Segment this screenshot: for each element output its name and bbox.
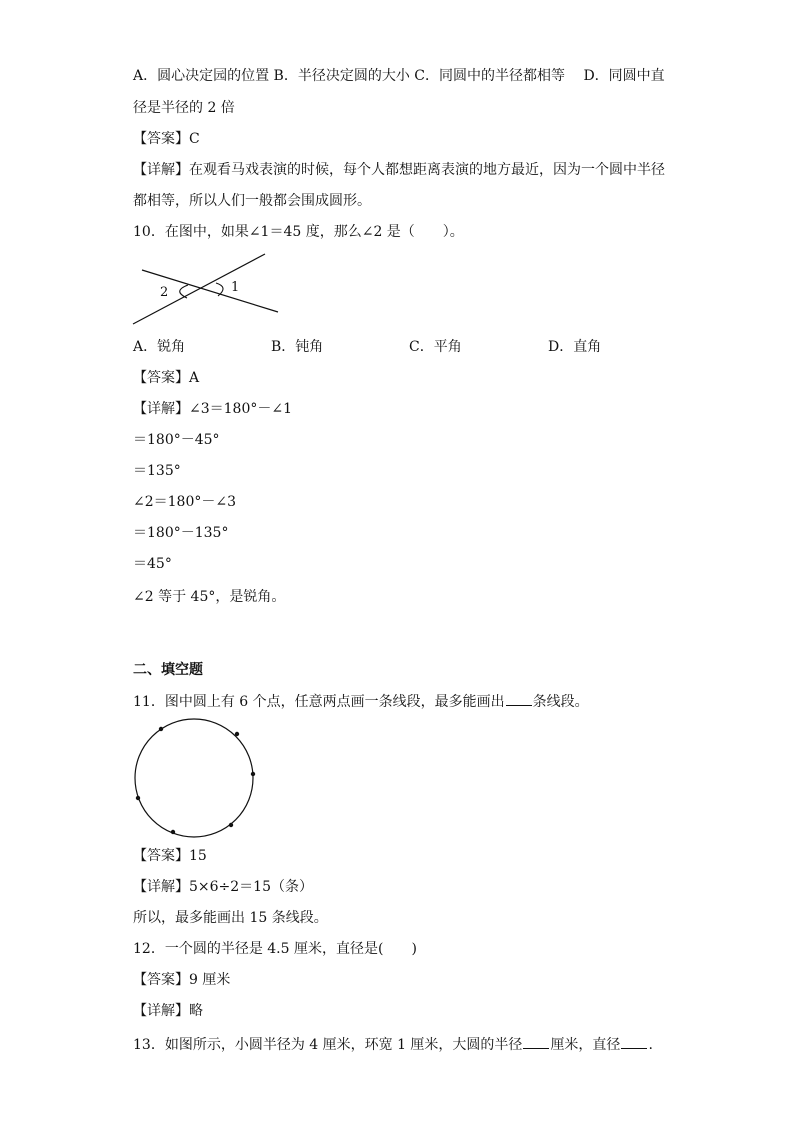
point-dot [171, 830, 175, 834]
q10-question: 10．在图中，如果∠1＝45 度，那么∠2 是（ ）。 [133, 224, 464, 240]
q11-detail: 【详解】5×6÷2＝15（条） [133, 879, 313, 895]
q9-detail-line2: 都相等，所以人们一般都会围成圆形。 [133, 193, 371, 209]
q10-option-b: B．钝角 [271, 339, 324, 355]
point-dot [159, 727, 163, 731]
q10-step: ＝180°－135° [133, 525, 229, 541]
q11-question-suffix: 条线段。 [532, 694, 589, 710]
answer-blank [621, 1034, 647, 1049]
q10-step: ＝45° [133, 556, 172, 572]
point-dot [235, 732, 239, 736]
q10-step: ∠2＝180°－∠3 [133, 494, 236, 510]
q10-option-c: C．平角 [409, 339, 462, 355]
circle-six-points-figure [130, 718, 260, 842]
section-title: 二、填空题 [133, 662, 203, 678]
q10-answer: 【答案】A [133, 370, 200, 386]
q12-detail: 【详解】略 [133, 1003, 203, 1019]
angle-2-label: 2 [160, 285, 169, 300]
q9-answer: 【答案】C [133, 131, 200, 147]
angle-1-arc [216, 283, 223, 296]
q10-conclusion: ∠2 等于 45°，是锐角。 [133, 589, 286, 605]
q12-answer: 【答案】9 厘米 [133, 972, 231, 988]
q13-question-part1: 13．如图所示，小圆半径为 4 厘米，环宽 1 厘米，大圆的半径 [133, 1037, 523, 1053]
q10-step: ＝135° [133, 463, 181, 479]
q13-question-part3: . [648, 1037, 653, 1053]
intersecting-lines-figure [130, 250, 280, 328]
q11-question [133, 691, 589, 712]
q13-question [133, 1034, 653, 1055]
q10-step: 【详解】∠3＝180°－∠1 [133, 401, 292, 417]
q9-detail-line1: 【详解】在观看马戏表演的时候，每个人都想距离表演的地方最近，因为一个圆中半径 [133, 162, 665, 178]
q11-question-prefix: 11．图中圆上有 6 个点，任意两点画一条线段，最多能画出 [133, 694, 505, 710]
answer-blank [506, 691, 532, 706]
q10-option-a: A．锐角 [133, 339, 186, 355]
point-dot [136, 796, 140, 800]
q11-conclusion: 所以，最多能画出 15 条线段。 [133, 910, 328, 926]
q13-question-part2: 厘米，直径 [550, 1037, 621, 1053]
q10-step: ＝180°－45° [133, 432, 220, 448]
q12-question: 12．一个圆的半径是 4.5 厘米，直径是( ) [133, 941, 417, 957]
q9-options-line2: 径是半径的 2 倍 [133, 100, 235, 116]
q9-options-line1: A．圆心决定园的位置 B．半径决定圆的大小 C．同圆中的半径都相等 D．同圆中直 [133, 68, 665, 84]
q11-answer: 【答案】15 [133, 848, 207, 864]
circle [135, 719, 253, 837]
line-2 [133, 254, 265, 324]
q10-option-d: D．直角 [548, 339, 602, 355]
angle-1-label: 1 [231, 280, 240, 295]
point-dot [229, 823, 233, 827]
answer-blank [523, 1034, 549, 1049]
point-dot [251, 772, 255, 776]
